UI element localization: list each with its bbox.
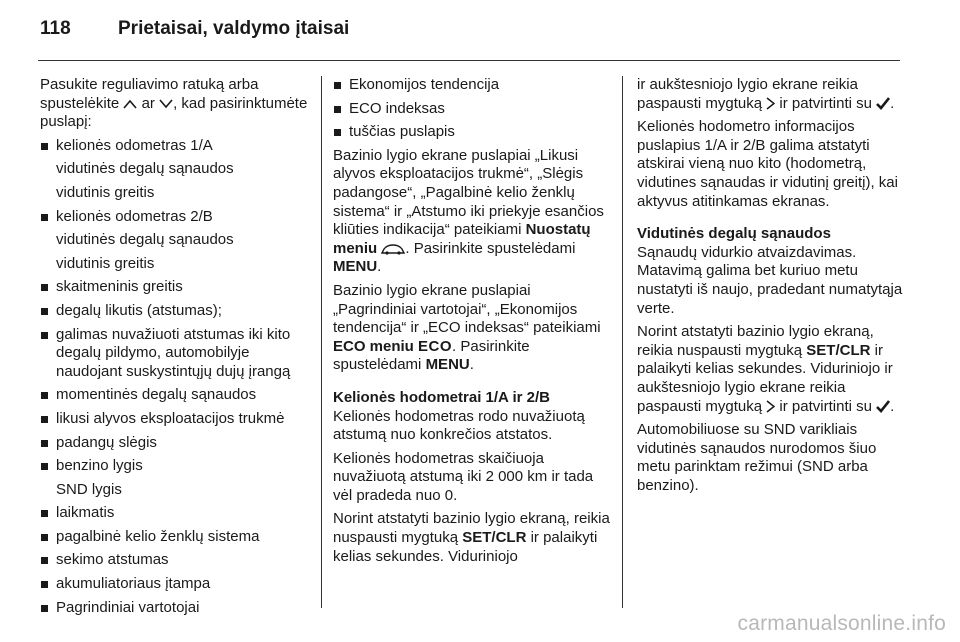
chevron-down-icon xyxy=(159,99,173,109)
header-rule xyxy=(38,60,900,61)
list-item: likusi alyvos eksploatacijos trukmė xyxy=(40,410,312,429)
list-item: pagalbinė kelio ženklų sistema xyxy=(40,528,312,547)
chevron-right-icon xyxy=(766,400,775,413)
page-number: 118 xyxy=(40,18,71,39)
list-item: skaitmeninis greitis xyxy=(40,278,312,297)
column-divider-2 xyxy=(622,76,623,608)
chevron-up-icon xyxy=(123,99,137,109)
list-item: Ekonomijos tendencija xyxy=(333,76,611,95)
list-item: momentinės degalų sąnaudos xyxy=(40,386,312,405)
chevron-right-icon xyxy=(766,97,775,110)
list-subitem: SND lygis xyxy=(56,480,122,498)
paragraph-settings-menu: Bazinio lygio ekrane puslapiai „Likusi alyvos eksploatacijos trukmė“, „Slėgis padangose“, „Pagalbinė kelio ženklų sistema“ ir „Atstumo iki priekyje esančios kliūties indikacija“ pateikiami Nuostatų meniu . Pasirinkite spustelėdami MENU. xyxy=(333,146,604,276)
list-item: Pagrindiniai vartotojai xyxy=(40,599,312,618)
column-divider-1 xyxy=(321,76,322,608)
list-item: degalų likutis (atstumas); xyxy=(40,302,312,321)
car-settings-icon xyxy=(381,243,405,255)
list-item: galimas nuvažiuoti atstumas iki kito degalų pildymo, automobilyje naudojant suskystintųjų dujų įrangą xyxy=(40,326,312,382)
paragraph: Automobiliuose su SND varikliais vidutinės sąnaudos nurodomos šiuo metu parinktam režimui (SND arba benzino). xyxy=(637,421,877,494)
paragraph: Kelionės hodometro informacijos puslapius 1/A ir 2/B galima atstatyti atskirai vieną nuo kito (hodometrą, vidutines sąnaudas ir vidutinį greitį), kai aktyvus atitinkamas ekranas. xyxy=(637,118,898,210)
checkmark-icon xyxy=(876,97,890,110)
column-2 xyxy=(333,76,611,571)
paragraph-reset: Norint atstatyti bazinio lygio ekraną, reikia nuspausti mygtuką SET/CLR ir palaikyti kelias sekundes. Viduriniojo ir aukštesniojo lygio ekrane reikia paspausti mygtuką ir patvirtinti su . xyxy=(637,323,895,415)
list-subitem: vidutinis greitis xyxy=(56,254,155,272)
paragraph: Kelionės hodometras skaičiuoja nuvažiuotą atstumą iki 2 000 km ir tada vėl pradeda nuo 0. xyxy=(333,449,594,504)
column-1 xyxy=(40,76,312,622)
list-item: benzino lygis xyxy=(40,457,312,476)
checkmark-icon xyxy=(876,400,890,413)
paragraph: Kelionės hodometras rodo nuvažiuotą atstumą nuo konkrečios atstatos. xyxy=(333,407,585,444)
paragraph-continued: ir aukštesniojo lygio ekrane reikia paspausti mygtuką ir patvirtinti su . xyxy=(637,76,895,112)
list-subitem: vidutinės degalų sąnaudos xyxy=(56,231,234,249)
page-header xyxy=(40,18,349,48)
eco-icon: ECO xyxy=(418,337,453,355)
list-item: kelionės odometras 1/A xyxy=(40,137,312,156)
page-list xyxy=(40,137,312,617)
list-item: padangų slėgis xyxy=(40,434,312,453)
list-item: sekimo atstumas xyxy=(40,551,312,570)
section-heading-trip-odometers: Kelionės hodometrai 1/A ir 2/B xyxy=(333,388,550,406)
section-heading-average-consumption: Vidutinės degalų sąnaudos xyxy=(637,225,831,243)
list-subitem: vidutinis greitis xyxy=(56,183,155,201)
list-item: ECO indeksas xyxy=(333,100,611,119)
intro-paragraph: Pasukite reguliavimo ratuką arba spustelėkite ar , kad pasirinktumėte puslapį: xyxy=(40,76,308,131)
list-item: tuščias puslapis xyxy=(333,123,611,142)
list-item: akumuliatoriaus įtampa xyxy=(40,575,312,594)
list-subitem: vidutinės degalų sąnaudos xyxy=(56,160,234,178)
paragraph-eco-menu: Bazinio lygio ekrane puslapiai „Pagrindiniai vartotojai“, „Ekonomijos tendencija“ ir „ECO indeksas“ pateikiami ECO meniu ECO. Pasirinkite spustelėdami MENU. xyxy=(333,281,601,374)
paragraph: Sąnaudų vidurkio atvaizdavimas. Matavimą galima bet kuriuo metu nustatyti iš naujo, pradedant numatytąja verte. xyxy=(637,243,903,317)
paragraph-reset: Norint atstatyti bazinio lygio ekraną, reikia nuspausti mygtuką SET/CLR ir palaikyti kelias sekundes. Viduriniojo xyxy=(333,510,610,565)
list-item: laikmatis xyxy=(40,504,312,523)
watermark: carmanualsonline.info xyxy=(737,612,946,635)
list-item: kelionės odometras 2/B xyxy=(40,208,312,227)
column-3 xyxy=(637,76,907,500)
page-title: Prietaisai, valdymo įtaisai xyxy=(118,18,350,39)
